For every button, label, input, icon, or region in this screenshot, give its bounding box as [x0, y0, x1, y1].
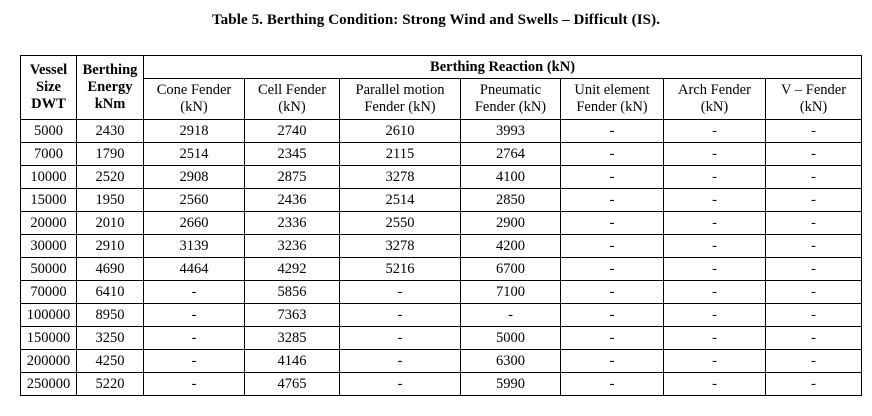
- header-energy-line-2: Energy: [87, 79, 133, 95]
- table-cell: 2910: [77, 235, 144, 258]
- table-cell: 5220: [77, 373, 144, 396]
- header-fender-column: [766, 79, 862, 120]
- table-cell: -: [664, 235, 766, 258]
- table-cell: 5000: [21, 120, 77, 143]
- table-cell: 3278: [340, 166, 461, 189]
- table-cell: 2764: [461, 143, 561, 166]
- table-cell: -: [340, 350, 461, 373]
- table-cell: -: [664, 189, 766, 212]
- table-cell: 6700: [461, 258, 561, 281]
- header-vessel-line-2: Size: [36, 79, 61, 95]
- table-cell: -: [561, 281, 664, 304]
- table-cell: 5856: [245, 281, 340, 304]
- table-cell: 2740: [245, 120, 340, 143]
- header-fender-column-line: Cone Fender: [156, 82, 232, 98]
- table-row: [21, 373, 862, 396]
- header-fender-column-line: Unit element: [574, 82, 650, 98]
- table-cell: 7000: [21, 143, 77, 166]
- table-cell: -: [461, 304, 561, 327]
- header-fender-column-line: Cell Fender: [257, 82, 327, 98]
- table-cell: -: [766, 120, 862, 143]
- table-cell: -: [766, 373, 862, 396]
- table-cell: 3993: [461, 120, 561, 143]
- table-cell: 2550: [340, 212, 461, 235]
- table-cell: -: [664, 258, 766, 281]
- table-cell: 3285: [245, 327, 340, 350]
- table-cell: 2520: [77, 166, 144, 189]
- table-cell: 2514: [144, 143, 245, 166]
- table-cell: 30000: [21, 235, 77, 258]
- table-cell: 1950: [77, 189, 144, 212]
- table-cell: -: [561, 166, 664, 189]
- table-cell: -: [340, 304, 461, 327]
- table-cell: -: [664, 304, 766, 327]
- table-cell: 2336: [245, 212, 340, 235]
- table-cell: -: [561, 258, 664, 281]
- table-cell: 2900: [461, 212, 561, 235]
- table-row: [21, 281, 862, 304]
- table-cell: -: [766, 212, 862, 235]
- table-cell: -: [144, 281, 245, 304]
- table-cell: -: [561, 350, 664, 373]
- header-fender-column: [664, 79, 766, 120]
- table-cell: -: [144, 327, 245, 350]
- table-cell: -: [766, 143, 862, 166]
- table-cell: -: [766, 258, 862, 281]
- table-cell: -: [766, 189, 862, 212]
- table-cell: 3236: [245, 235, 340, 258]
- header-fender-column-line: (kN): [180, 99, 208, 115]
- table-cell: 70000: [21, 281, 77, 304]
- table-cell: 150000: [21, 327, 77, 350]
- table-cell: -: [664, 143, 766, 166]
- table-cell: 200000: [21, 350, 77, 373]
- table-cell: -: [766, 235, 862, 258]
- table-cell: -: [664, 373, 766, 396]
- table-cell: 4765: [245, 373, 340, 396]
- header-vessel-size: [21, 56, 77, 120]
- table-cell: 6410: [77, 281, 144, 304]
- table-cell: -: [561, 120, 664, 143]
- header-fender-column: [340, 79, 461, 120]
- table-cell: 2514: [340, 189, 461, 212]
- table-cell: 15000: [21, 189, 77, 212]
- header-fender-column-line: Fender (kN): [474, 99, 547, 115]
- table-caption: Table 5. Berthing Condition: Strong Wind and Swells – Difficult (IS).: [211, 12, 661, 28]
- header-fender-column-line: Arch Fender: [678, 82, 751, 98]
- table-cell: 5990: [461, 373, 561, 396]
- header-fender-column: [245, 79, 340, 120]
- table-cell: 7100: [461, 281, 561, 304]
- table-cell: -: [766, 304, 862, 327]
- table-row: [21, 143, 862, 166]
- table-cell: -: [340, 373, 461, 396]
- table-cell: 4250: [77, 350, 144, 373]
- table-row: [21, 258, 862, 281]
- table-cell: -: [766, 350, 862, 373]
- table-row: [21, 166, 862, 189]
- table-row: [21, 212, 862, 235]
- table-cell: 4292: [245, 258, 340, 281]
- header-fender-column: [561, 79, 664, 120]
- header-fender-column-line: Pneumatic: [479, 82, 542, 98]
- header-berthing-energy: [77, 56, 144, 120]
- table-cell: 4100: [461, 166, 561, 189]
- table-row: [21, 350, 862, 373]
- table-cell: 7363: [245, 304, 340, 327]
- table-cell: 6300: [461, 350, 561, 373]
- table-cell: 2345: [245, 143, 340, 166]
- table-cell: -: [766, 166, 862, 189]
- table-cell: -: [561, 235, 664, 258]
- table-cell: 2660: [144, 212, 245, 235]
- table-cell: -: [561, 143, 664, 166]
- table-cell: -: [766, 327, 862, 350]
- table-cell: 1790: [77, 143, 144, 166]
- table-cell: 250000: [21, 373, 77, 396]
- table-cell: 2436: [245, 189, 340, 212]
- berthing-reaction-table: [20, 55, 862, 396]
- header-fender-column-line: (kN): [700, 99, 729, 115]
- table-cell: -: [144, 304, 245, 327]
- header-fender-column-line: Fender (kN): [576, 99, 648, 115]
- header-fender-column-line: (kN): [799, 99, 828, 115]
- table-cell: -: [561, 304, 664, 327]
- table-cell: 3250: [77, 327, 144, 350]
- table-cell: -: [766, 281, 862, 304]
- header-berthing-reaction-group: Berthing Reaction (kN): [144, 56, 862, 79]
- header-energy-line-3: kNm: [94, 96, 126, 112]
- table-cell: 2875: [245, 166, 340, 189]
- table-cell: 5000: [461, 327, 561, 350]
- header-fender-column: [144, 79, 245, 120]
- table-cell: 2430: [77, 120, 144, 143]
- table-cell: 10000: [21, 166, 77, 189]
- table-cell: 2918: [144, 120, 245, 143]
- table-cell: -: [561, 327, 664, 350]
- table-cell: 4146: [245, 350, 340, 373]
- table-cell: -: [664, 212, 766, 235]
- table-cell: -: [561, 212, 664, 235]
- header-fender-column-line: V – Fender: [781, 82, 847, 98]
- table-cell: 8950: [77, 304, 144, 327]
- header-energy-line-1: Berthing: [82, 62, 138, 78]
- header-fender-column-line: Fender (kN): [364, 99, 436, 115]
- table-cell: 4464: [144, 258, 245, 281]
- table-cell: 50000: [21, 258, 77, 281]
- table-cell: 100000: [21, 304, 77, 327]
- table-cell: -: [340, 327, 461, 350]
- table-cell: 2610: [340, 120, 461, 143]
- table-cell: -: [144, 373, 245, 396]
- table-cell: 20000: [21, 212, 77, 235]
- table-cell: 2560: [144, 189, 245, 212]
- table-cell: 2010: [77, 212, 144, 235]
- header-fender-column-line: (kN): [278, 99, 306, 115]
- table-cell: -: [561, 189, 664, 212]
- table-row: [21, 189, 862, 212]
- table-cell: 4690: [77, 258, 144, 281]
- table-cell: -: [664, 350, 766, 373]
- table-cell: -: [144, 350, 245, 373]
- table-cell: 2850: [461, 189, 561, 212]
- header-vessel-line-1: Vessel: [29, 62, 68, 78]
- table-row: [21, 235, 862, 258]
- table-cell: -: [664, 281, 766, 304]
- header-fender-column-line: Parallel motion: [355, 82, 445, 98]
- table-cell: -: [340, 281, 461, 304]
- table-cell: -: [664, 327, 766, 350]
- table-cell: 3139: [144, 235, 245, 258]
- table-row: [21, 327, 862, 350]
- header-vessel-line-3: DWT: [31, 96, 66, 112]
- header-fender-column: [461, 79, 561, 120]
- table-cell: -: [664, 120, 766, 143]
- table-cell: -: [664, 166, 766, 189]
- table-cell: 4200: [461, 235, 561, 258]
- table-row: [21, 120, 862, 143]
- table-cell: -: [561, 373, 664, 396]
- table-cell: 5216: [340, 258, 461, 281]
- table-cell: 3278: [340, 235, 461, 258]
- table-row: [21, 304, 862, 327]
- table-cell: 2908: [144, 166, 245, 189]
- table-cell: 2115: [340, 143, 461, 166]
